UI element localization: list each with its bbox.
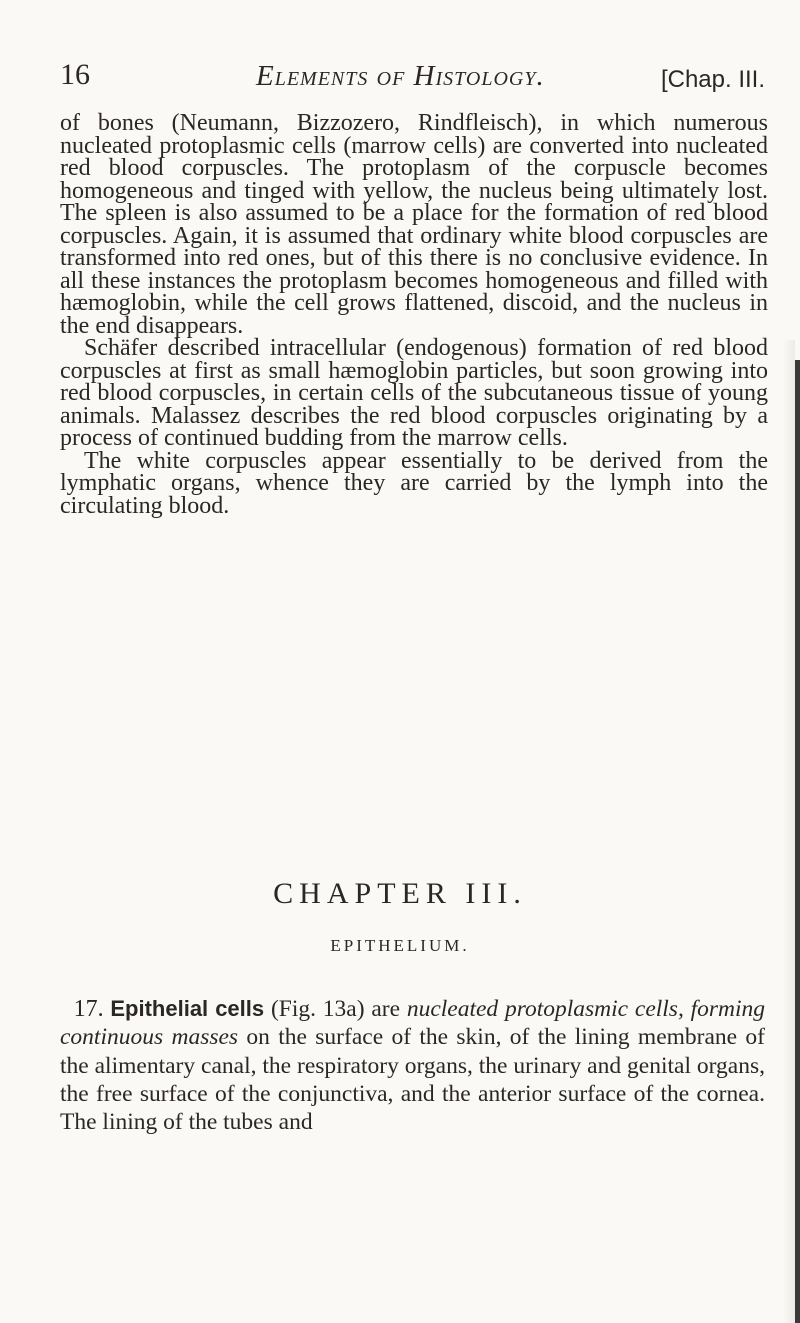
section-continuation: on the surface of the skin, of the lining membrane of the alimentary canal, the respiratory organs, the urinary and genital organs, the free surface of the conjunctiva, and the anterior surface of the cornea. The lining of the tubes and: [60, 1024, 765, 1136]
page-number: 16: [60, 58, 90, 91]
figure-reference: (Fig. 13a) are: [270, 996, 401, 1022]
chapter-heading: CHAPTER III.: [273, 877, 527, 910]
chapter-subtitle: EPITHELIUM.: [330, 936, 470, 955]
running-title: Elements of Histology.: [256, 60, 545, 92]
paragraph-blood-formation: of bones (Neumann, Bizzozero, Rindfleisch), in which numerous nucleated protoplasmic cells (marrow cells) are converted into nucleated red blood corpuscles. The protoplasm of the corpuscle becomes homogeneous and tinged with yellow, the nucleus being ultimately lost. The spleen is also assumed to be a place for the formation of red blood corpuscles. Again, it is assumed that ordinary white blood corpuscles are transformed into red ones, but of this there is no conclusive evidence. In all these instances the protoplasm becomes homogeneous and filled with hæmoglobin, while the cell grows flattened, discoid, and the nucleus in the end disappears.: [60, 110, 768, 339]
page-edge: [795, 360, 800, 1323]
page-edge-shadow: [783, 340, 795, 1323]
section-emphasis: nucleated protoplasmic cells, forming continuous masses: [60, 996, 766, 1051]
section-term: Epithelial cells: [110, 996, 265, 1021]
paragraph-white-corpuscles: The white corpuscles appear essentially to be derived from the lymphatic organs, whence they are carried by the lymph into the circulating blood.: [60, 447, 768, 519]
page-header: [60, 58, 765, 98]
chapter-reference: [Chap. III.: [660, 66, 765, 93]
section-17: [60, 995, 765, 1136]
paragraph-schafer: Schäfer described intracellular (endogenous) formation of red blood corpuscles at first as small hæmoglobin particles, but soon growing into red blood corpuscles, in certain cells of the subcutaneous tissue of young animals. Malassez describes the red blood corpuscles originating by a process of continued budding from the marrow cells.: [60, 335, 768, 451]
body-text: [60, 112, 768, 517]
section-number: 17.: [73, 996, 104, 1022]
